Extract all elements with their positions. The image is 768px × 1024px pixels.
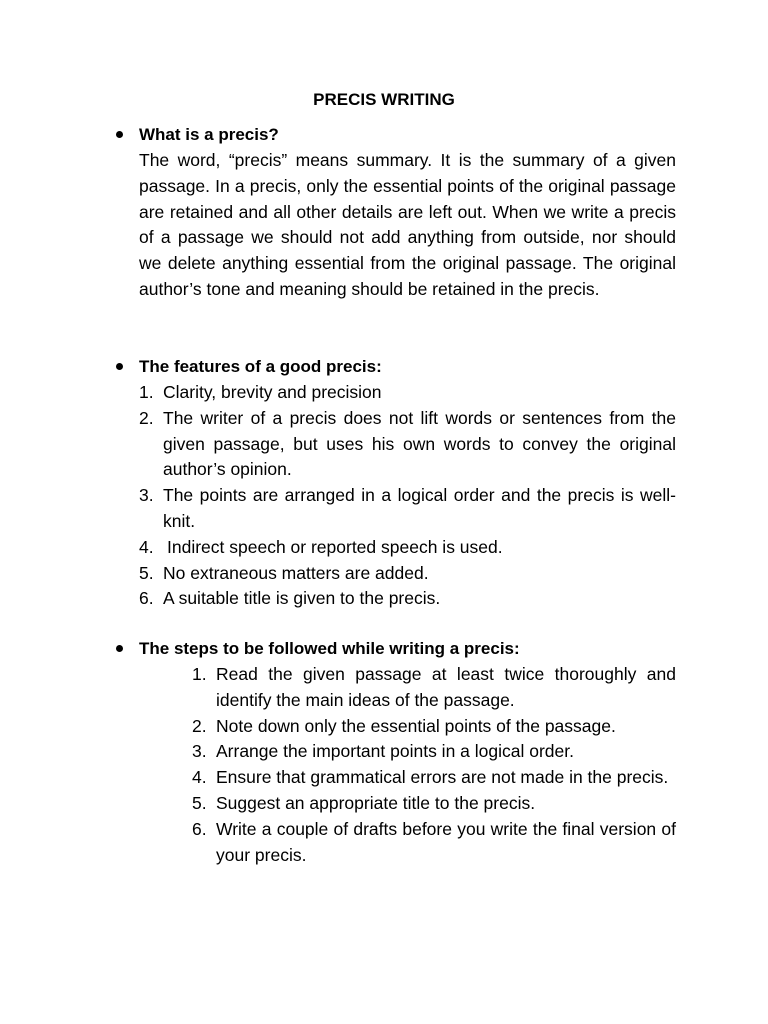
list-item (116, 791, 676, 817)
list-item-number: 3. (192, 741, 207, 762)
list-item (116, 817, 676, 869)
section-steps (116, 636, 676, 868)
list-item (116, 765, 676, 791)
list-item (116, 483, 676, 535)
section-heading (116, 354, 676, 380)
list-item (116, 739, 676, 765)
list-item-number: 1. (139, 382, 154, 402)
list-item (116, 380, 676, 406)
list-item (116, 406, 676, 483)
list-item (116, 662, 676, 714)
list-item-text: Arrange the important points in a logical order. (216, 741, 574, 762)
section-heading-text: The steps to be followed while writing a precis: (139, 639, 520, 658)
document-title: PRECIS WRITING (313, 90, 455, 109)
list-item-text: Suggest an appropriate title to the precis. (216, 792, 536, 813)
list-item-text: Write a couple of drafts before you write the final version of your precis. (216, 818, 676, 865)
section-heading (116, 636, 676, 662)
list-item (116, 714, 676, 740)
list-item-number: 6. (139, 588, 154, 609)
list-item-text: Note down only the essential points of the passage. (216, 715, 616, 736)
list-item-number: 6. (192, 818, 207, 839)
bullet-icon (116, 645, 123, 652)
list-item-text: The points are arranged in a logical order and the precis is well-knit. (163, 485, 676, 531)
bullet-icon (116, 131, 123, 138)
list-item (116, 535, 676, 561)
list-item-number: 1. (192, 664, 207, 684)
list-item (116, 561, 676, 587)
list-item-text: A suitable title is given to the precis. (163, 588, 441, 609)
section-heading-text: What is a precis? (139, 125, 279, 144)
steps-list (116, 662, 676, 868)
list-item-number: 5. (139, 562, 154, 583)
list-item-text: Read the given passage at least twice thoroughly and identify the main ideas of the passage. (216, 664, 676, 710)
list-item (116, 586, 676, 612)
list-item-number: 2. (139, 407, 154, 428)
list-item-number: 3. (139, 485, 154, 506)
list-item-number: 4. (139, 536, 154, 557)
section-paragraph: The word, “precis” means summary. It is the summary of a given passage. In a precis, only the essential points of the original passage are retained and all other details are left out. When we write a precis of a passage we should not add anything from outside, nor should we delete anything essential from the original passage. The original author’s tone and meaning should be retained in the precis. (139, 150, 676, 299)
section-what-is-precis (116, 122, 676, 303)
bullet-icon (116, 363, 123, 370)
list-item-number: 2. (192, 715, 207, 736)
list-item-text: No extraneous matters are added. (163, 562, 429, 583)
list-item-text: Clarity, brevity and precision (163, 382, 382, 402)
list-item-number: 4. (192, 767, 207, 788)
list-item-text: Indirect speech or reported speech is used. (167, 536, 503, 557)
list-item-text: The writer of a precis does not lift words or sentences from the given passage, but uses his own words to convey the original author’s opinion. (163, 407, 676, 480)
list-item-text: Ensure that grammatical errors are not made in the precis. (216, 767, 669, 788)
features-list (116, 380, 676, 612)
section-features (116, 354, 676, 612)
section-heading-text: The features of a good precis: (139, 357, 382, 376)
list-item-number: 5. (192, 792, 207, 813)
section-heading (116, 122, 676, 148)
